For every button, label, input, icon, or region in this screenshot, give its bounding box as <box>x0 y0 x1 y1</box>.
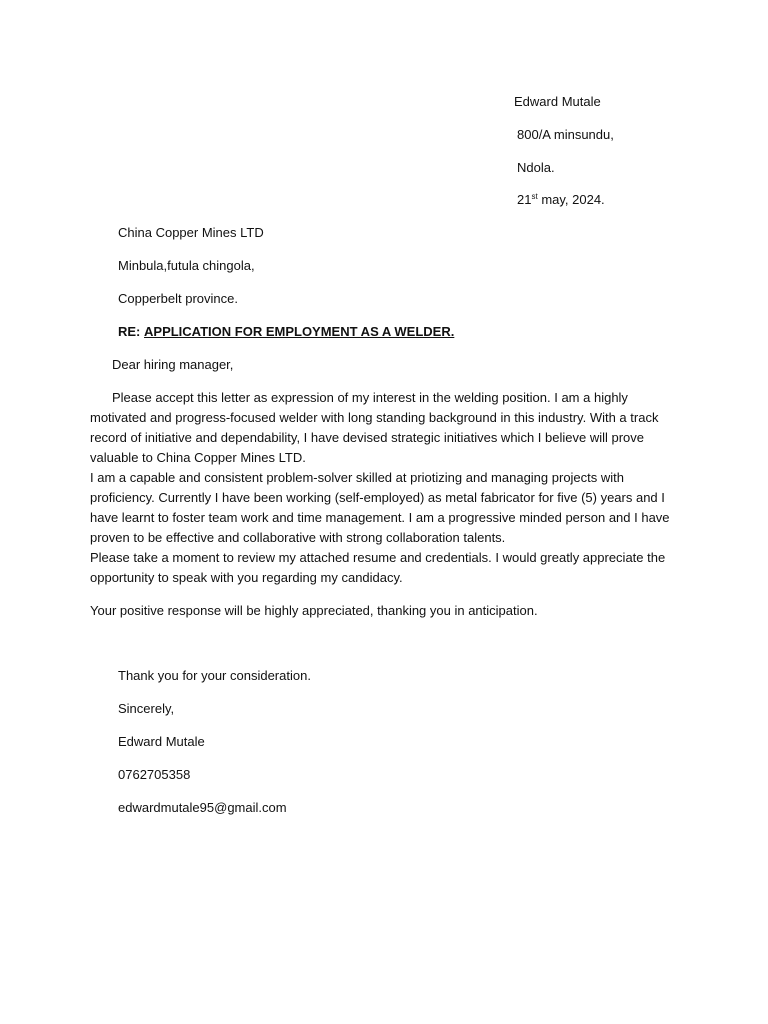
date-suffix: st <box>531 192 538 201</box>
closing-phone: 0762705358 <box>118 767 191 782</box>
body-paragraph-1: Please accept this letter as expression of my interest in the welding position. I am a highly motivated and progress-focused welder with long standing background in this industry. With a track record of initiative and dependability, I have devised strategic initiatives which I believe will prove valuable to China Copper Mines LTD. <box>90 390 659 465</box>
body-paragraph-3: Please take a moment to review my attached resume and credentials. I would greatly appreciate the opportunity to speak with you regarding my candidacy. <box>90 550 666 585</box>
closing-signoff: Sincerely, <box>118 701 175 716</box>
salutation: Dear hiring manager, <box>112 357 234 372</box>
closing-email: edwardmutale95@gmail.com <box>118 800 287 815</box>
closing-thanks: Thank you for your consideration. <box>118 668 311 683</box>
sender-city: Ndola. <box>517 160 555 175</box>
subject-text: APPLICATION FOR EMPLOYMENT AS A WELDER. <box>144 324 455 339</box>
recipient-province: Copperbelt province. <box>118 291 238 306</box>
subject-line <box>118 324 454 340</box>
body-paragraph-4: Your positive response will be highly appreciated, thanking you in anticipation. <box>90 603 538 618</box>
letter-date <box>517 192 605 208</box>
letter-body <box>90 388 670 588</box>
recipient-company: China Copper Mines LTD <box>118 225 264 240</box>
date-day: 21 <box>517 192 532 207</box>
date-rest: may, 2024. <box>537 192 605 207</box>
sender-address: 800/A minsundu, <box>517 127 614 142</box>
recipient-address: Minbula,futula chingola, <box>118 258 255 273</box>
body-paragraph-2: I am a capable and consistent problem-solver skilled at priotizing and managing projects with proficiency. Currently I have been working (self-employed) as metal fabricator for five (5) years and I have learnt to foster team work and time management. I am a progressive minded person and I have proven to be effective and collaborative with strong collaboration talents. <box>90 470 670 545</box>
subject-label: RE: <box>118 324 141 339</box>
closing-name: Edward Mutale <box>118 734 205 749</box>
sender-name: Edward Mutale <box>514 94 601 109</box>
